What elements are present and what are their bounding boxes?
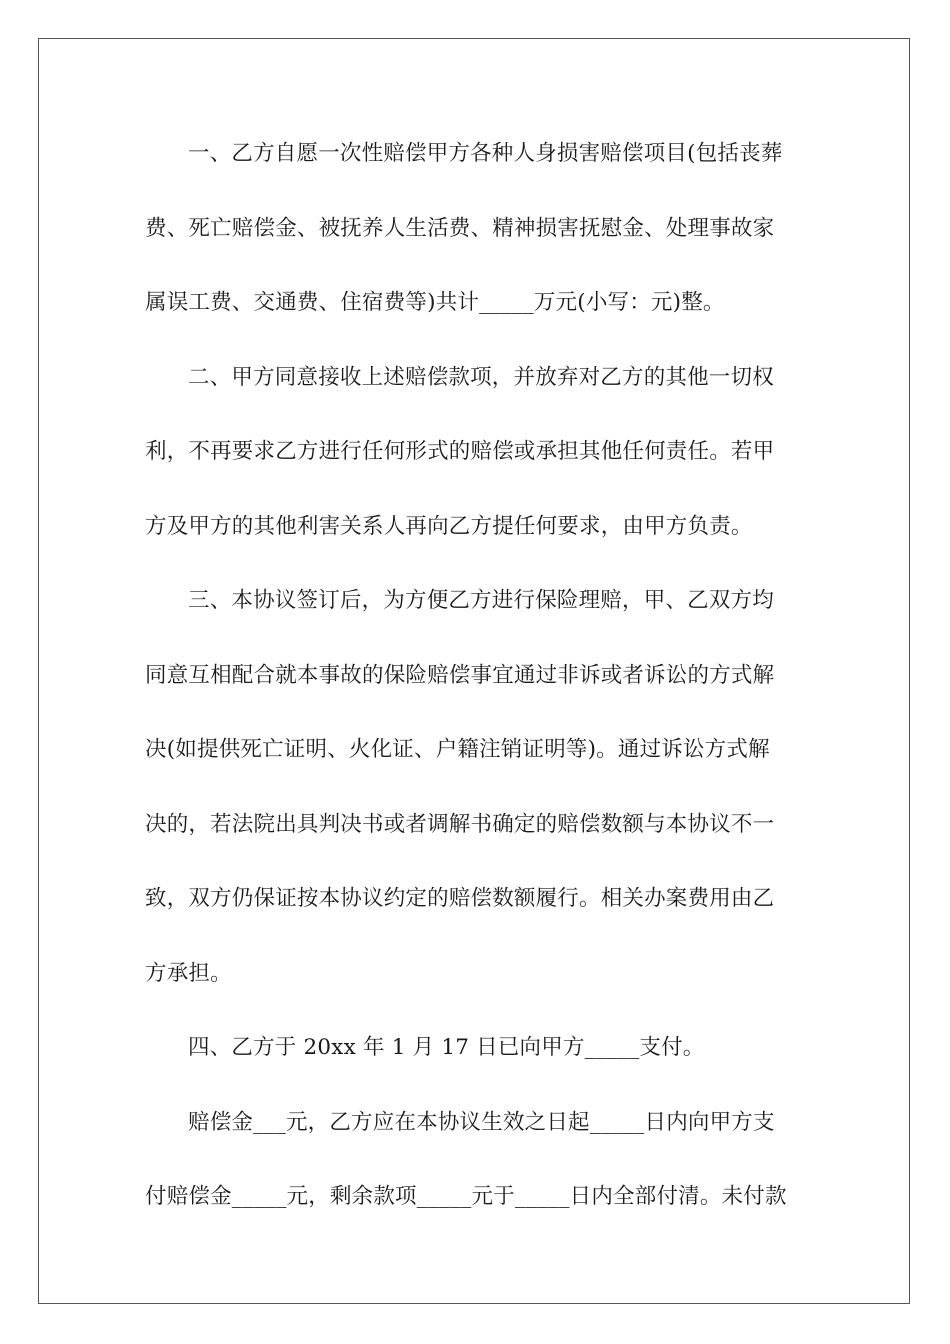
paragraph-2-line-1: 二、甲方同意接收上述赔偿款项，并放弃对乙方的其他一切权 [188,364,774,390]
paragraph-3-line-2: 同意互相配合就本事故的保险赔偿事宜通过非诉或者诉讼的方式解 [145,662,775,688]
paragraph-1-line-1: 一、乙方自愿一次性赔偿甲方各种人身损害赔偿项目(包括丧葬 [188,141,783,166]
document-body [145,130,805,1248]
paragraph-2-line-2: 利，不再要求乙方进行任何形式的赔偿或承担其他任何责任。若甲 [145,439,775,464]
paragraph-2-line-3: 方及甲方的其他利害关系人再向乙方提任何要求，由甲方负责。 [145,513,753,539]
paragraph-1-line-3: 属误工费、交通费、住宿费等)共计_____万元(小写：元)整。 [145,290,725,315]
paragraph-5-line-1: 赔偿金___元，乙方应在本协议生效之日起_____日内向甲方支 [188,1109,775,1135]
paragraph-3-line-3: 决(如提供死亡证明、火化证、户籍注销证明等)。通过诉讼方式解 [145,737,770,762]
paragraph-4-line-1: 四、乙方于 20xx 年 1 月 17 日已向甲方_____支付。 [188,1035,705,1060]
paragraph-3-line-4: 决的，若法院出具判决书或者调解书确定的赔偿数额与本协议不一 [145,811,775,837]
paragraph-3-line-5: 致，双方仍保证按本协议约定的赔偿数额履行。相关办案费用由乙 [145,886,775,911]
paragraph-3-line-6: 方承担。 [145,960,232,986]
paragraph-3-line-1: 三、本协议签订后，为方便乙方进行保险理赔，甲、乙双方均 [188,588,774,613]
paragraph-5-line-2: 付赔偿金_____元，剩余款项_____元于_____日内全部付清。未付款 [145,1184,787,1209]
paragraph-1-line-2: 费、死亡赔偿金、被抚养人生活费、精神损害抚慰金、处理事故家 [145,215,775,241]
